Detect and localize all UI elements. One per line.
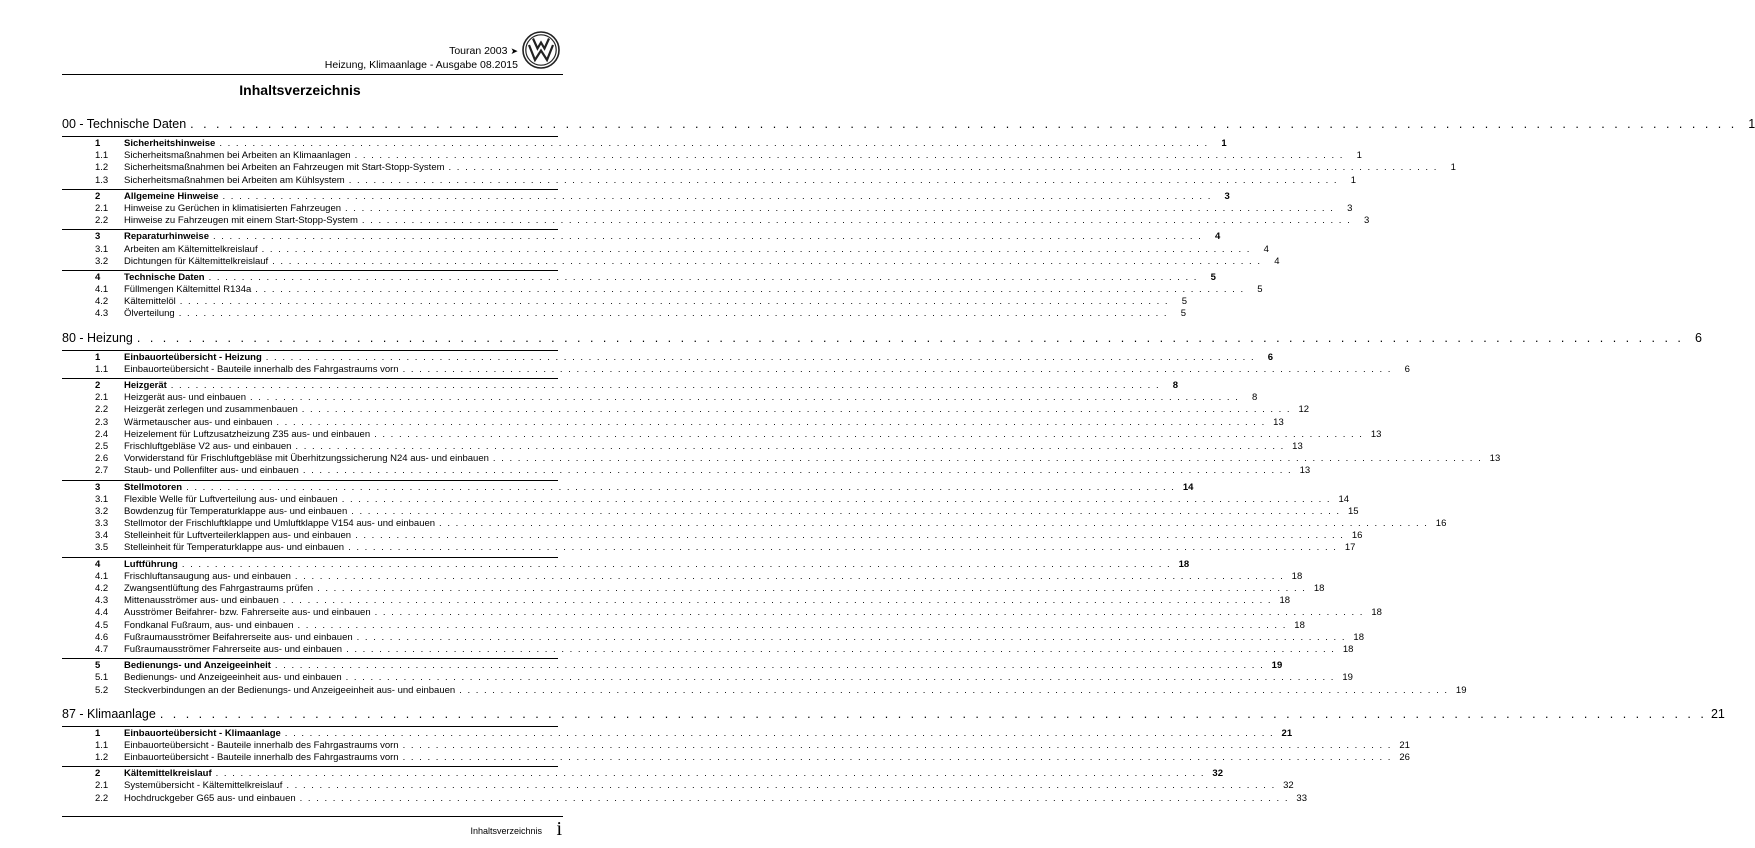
toc-subsection[interactable] [62,465,1311,477]
toc-section[interactable] [62,138,1227,150]
dot-leader: . . . . . . . . . . . . . . . . . . . . . . . . . . . . . . . . . . . . . . . . . . . . . . . . . . . . . . . . . . . . . . . . . . . . . . . . . . . . . . . . . . . . . . . . . . . . . . . . . . . . . . . . . . . . . . . . . . . . . . . . [402,363,1392,375]
header-subtitle: Heizung, Klimaanlage - Ausgabe 08.2015 [324,59,518,71]
toc-page-number: 16 [1351,530,1363,542]
toc-entry-number: 5 [95,660,101,672]
toc-entry-title: Steckverbindungen an der Bedienungs- und Anzeigeeinheit aus- und einbauen [124,684,456,696]
dot-leader: . . . . . . . . . . . . . . . . . . . . . . . . . . . . . . . . . . . . . . . . . . . . . . . . . . . . . . . . . . . . . . . . . . . . . . . . . . . . . . . . . . . . . . . . . . . . . . . . . . . . . . . . . . . . . . . . . . . . . . . . [374,428,1364,440]
toc-subsection[interactable] [62,392,1258,404]
dot-leader: . . . . . . . . . . . . . . . . . . . . . . . . . . . . . . . . . . . . . . . . . . . . . . . . . . . . . . . . . . . . . . . . . . . . . . . . . . . . . . . . . . . . . . . . . . . . . . . . . . . . . . . . . . . . . . . . . . . . . . . . [178,308,1169,320]
toc-entry-number: 1 [95,138,101,149]
toc-entry-number: 4.5 [95,619,109,631]
toc-entry-number: 4.7 [95,643,109,655]
page-title: Inhaltsverzeichnis [239,82,361,98]
toc-entry-title: Einbauorteübersicht - Klimaanlage [124,727,281,739]
dot-leader: . . . . . . . . . . . . . . . . . . . . . . . . . . . . . . . . . . . . . . . . . . . . . . . . . . . . . . . . . . . . . . . . . . . . . . . . . . . . . . . . . . . . . . . . . . . . . . . . . . . . . . . . . . . . . . . . . . . . . . . . [341,493,1332,505]
toc-entry-number: 2.4 [95,428,109,440]
toc-entry-title: Sicherheitsmaßnahmen bei Arbeiten am Kühlsystem [124,174,345,186]
toc-subsection[interactable] [62,453,1501,465]
toc-entry-number: 1 [95,727,101,739]
toc-page-number: 13 [1273,416,1284,428]
dot-leader: . . . . . . . . . . . . . . . . . . . . . . . . . . . . . . . . . . . . . . . . . . . . . . . . . . . . . . . . . . . . . . . . . . . . . . . . . . . . . . . . . . . . . . . . . . . . . . . . . . . . . . . . . . . . . . . . . . . . . . . . [295,440,1285,452]
table-of-contents [62,115,1755,805]
toc-entry-title: Fußraumausströmer Fahrerseite aus- und einbauen [124,643,343,655]
toc-entry-number: 4.1 [95,570,109,582]
toc-page-number: 16 [1435,518,1447,530]
toc-subsection[interactable] [62,243,1269,256]
toc-section-group [62,557,1382,657]
toc-page-number: 18 [1342,643,1354,655]
toc-page-number: 32 [1283,780,1294,792]
toc-subsection[interactable] [62,684,1467,697]
toc-entry-number: 4.2 [95,296,109,308]
toc-entry-number: 2 [95,768,101,780]
dot-leader: . . . . . . . . . . . . . . . . . . . . . . . . . . . . . . . . . . . . . . . . . . . . . . . . . . . . . . . . . . . . . . . . . . . . . . . . . . . . . . . . . . . . . . . . . . . . . . . . . . . . . . . . . . . . . . . . . . . . . . . . [297,619,1287,631]
toc-page-number: 21 [1281,727,1293,739]
toc-section-group [62,350,1410,376]
dot-leader: . . . . . . . . . . . . . . . . . . . . . . . . . . . . . . . . . . . . . . . . . . . . . . . . . . . . . . . . . . . . . . . . . . . . . . . . . . . . . . . . . . . . . . . . . . . . . . . . . . . . . . . . . . . . . . . . . . . . . . . . [274,660,1265,672]
dot-leader: . . . . . . . . . . . . . . . . . . . . . . . . . . . . . . . . . . . . . . . . . . . . . . . . . . . . . . . . . . . . . . . . . . . . . . . . . . . . . . . . . . . . . . . . . . . . . . . . . . . . . . . . . . . . . . . . . . . . . . . . [374,607,1364,619]
toc-entry-number: 1.1 [95,150,109,162]
toc-entry-title: Heizgerät aus- und einbauen [124,392,247,404]
toc-page-number: 8 [1172,380,1179,391]
toc-section-group [62,136,1456,187]
toc-entry-number: 2.1 [95,780,109,792]
toc-section-group [62,658,1467,697]
toc-entry-number: 3.3 [95,518,109,530]
toc-entry-title: Staub- und Pollenfilter aus- und einbauen [124,465,299,477]
dot-leader: . . . . . . . . . . . . . . . . . . . . . . . . . . . . . . . . . . . . . . . . . . . . . . . . . . . . . . . . . . . . . . . . . . . . . . . . . . . . . . . . . . . . . . . . . . . . . . . . . . . . . . . . . . . . . . . . . . . . . . . . [402,752,1392,764]
toc-subsection[interactable] [62,162,1456,174]
toc-entry-number: 4.2 [95,583,109,594]
dot-leader: . . . . . . . . . . . . . . . . . . . . . . . . . . . . . . . . . . . . . . . . . . . . . . . . . . . . . . . . . . . . . . . . . . . . . . . . . . . . . . . . . . . . . . . . . . . . . . . . . . . . . . . . . . . . . . . . . . . . . . . . [351,505,1341,517]
toc-subsection[interactable] [62,215,1370,227]
toc-section-group [62,480,1447,555]
toc-page-number: 14 [1182,481,1194,493]
dot-leader: . . . . . . . . . . . . . . . . . . . . . . . . . . . . . . . . . . . . . . . . . . . . . . . . . . . . . . . . . . . . . . . . . . . . . . . . . . . . . . . . . . . . . . . . . . . . . . . . . . . . . . . . . . . . . . . . . . . . . . . . [159,706,1707,721]
toc-section[interactable] [62,727,1293,740]
toc-entry-title: Hinweise zu Fahrzeugen mit einem Start-Stopp-System [124,215,358,227]
toc-page-number: 18 [1178,558,1190,570]
toc-page-number: 4 [1274,255,1280,267]
toc-entry-number: 1.2 [95,752,109,764]
dot-leader: . . . . . . . . . . . . . . . . . . . . . . . . . . . . . . . . . . . . . . . . . . . . . . . . . . . . . . . . . . . . . . . . . . . . . . . . . . . . . . . . . . . . . . . . . . . . . . . . . . . . . . . . . . . . . . . . . . . . . . . . [361,215,1352,227]
toc-entry-title: Frischluftgebläse V2 aus- und einbauen [124,440,292,452]
toc-entry-number: 1.1 [95,363,109,375]
toc-entry-title: Heizgerät zerlegen und zusammenbauen [124,404,298,416]
toc-entry-title: Sicherheitsmaßnahmen bei Arbeiten an Fahrzeugen mit Start-Stopp-System [124,162,445,174]
toc-entry-title: Vorwiderstand für Frischluftgebläse mit Überhitzungssicherung N24 aus- und einbauen [124,453,489,465]
toc-section[interactable] [62,351,1274,364]
toc-page-number: 33 [1296,792,1307,804]
dot-leader: . . . . . . . . . . . . . . . . . . . . . . . . . . . . . . . . . . . . . . . . . . . . . . . . . . . . . . . . . . . . . . . . . . . . . . . . . . . . . . . . . . . . . . . . . . . . . . . . . . . . . . . . . . . . . . . . . . . . . . . . [492,453,1483,465]
toc-section-group [62,378,1501,478]
toc-section[interactable] [62,481,1194,494]
dot-leader: . . . . . . . . . . . . . . . . . . . . . . . . . . . . . . . . . . . . . . . . . . . . . . . . . . . . . . . . . . . . . . . . . . . . . . . . . . . . . . . . . . . . . . . . . . . . . . . . . . . . . . . . . . . . . . . . . . . . . . . . [261,243,1251,255]
toc-page-number: 5 [1210,271,1216,283]
toc-page-number: 1 [1350,174,1357,186]
toc-entry-title: Sicherheitsmaßnahmen bei Arbeiten an Klimaanlagen [124,150,351,162]
dot-leader: . . . . . . . . . . . . . . . . . . . . . . . . . . . . . . . . . . . . . . . . . . . . . . . . . . . . . . . . . . . . . . . . . . . . . . . . . . . . . . . . . . . . . . . . . . . . . . . . . . . . . . . . . . . . . . . . . . . . . . . . [272,255,1262,267]
toc-entry-number: 4 [95,558,101,570]
toc-entry-title: Einbauorteübersicht - Bauteile innerhalb des Fahrgastraums vorn [124,752,399,764]
footer-divider [62,816,563,817]
dot-leader: . . . . . . . . . . . . . . . . . . . . . . . . . . . . . . . . . . . . . . . . . . . . . . . . . . . . . . . . . . . . . . . . . . . . . . . . . . . . . . . . . . . . . . . . . . . . . . . . . . . . . . . . . . . . . . . . . . . . . . . . [219,138,1209,149]
toc-page-number: 19 [1455,684,1467,696]
toc-chapter[interactable] [62,115,1755,134]
toc-entry-title: Fußraumausströmer Beifahrerseite aus- und einbauen [124,631,353,643]
dot-leader: . . . . . . . . . . . . . . . . . . . . . . . . . . . . . . . . . . . . . . . . . . . . . . . . . . . . . . . . . . . . . . . . . . . . . . . . . . . . . . . . . . . . . . . . . . . . . . . . . . . . . . . . . . . . . . . . . . . . . . . . [354,150,1344,162]
dot-leader: . . . . . . . . . . . . . . . . . . . . . . . . . . . . . . . . . . . . . . . . . . . . . . . . . . . . . . . . . . . . . . . . . . . . . . . . . . . . . . . . . . . . . . . . . . . . . . . . . . . . . . . . . . . . . . . . . . . . . . . . [459,684,1449,696]
dot-leader: . . . . . . . . . . . . . . . . . . . . . . . . . . . . . . . . . . . . . . . . . . . . . . . . . . . . . . . . . . . . . . . . . . . . . . . . . . . . . . . . . . . . . . . . . . . . . . . . . . . . . . . . . . . . . . . . . . . . . . . . [346,643,1336,655]
dot-leader: . . . . . . . . . . . . . . . . . . . . . . . . . . . . . . . . . . . . . . . . . . . . . . . . . . . . . . . . . . . . . . . . . . . . . . . . . . . . . . . . . . . . . . . . . . . . . . . . . . . . . . . . . . . . . . . . . . . . . . . . [250,392,1240,404]
toc-entry-title: Kältemittelkreislauf [124,768,212,780]
toc-page-number: 1 [1221,138,1227,149]
toc-entry-title: Bedienungs- und Anzeigeeinheit aus- und einbauen [124,672,342,684]
dot-leader: . . . . . . . . . . . . . . . . . . . . . . . . . . . . . . . . . . . . . . . . . . . . . . . . . . . . . . . . . . . . . . . . . . . . . . . . . . . . . . . . . . . . . . . . . . . . . . . . . . . . . . . . . . . . . . . . . . . . . . . . [402,739,1392,751]
toc-entry-number: 1.1 [95,739,109,751]
dot-leader: . . . . . . . . . . . . . . . . . . . . . . . . . . . . . . . . . . . . . . . . . . . . . . . . . . . . . . . . . . . . . . . . . . . . . . . . . . . . . . . . . . . . . . . . . . . . . . . . . . . . . . . . . . . . . . . . . . . . . . . . [355,530,1345,542]
toc-entry-number: 4.1 [95,284,109,296]
toc-section-group [62,270,1263,321]
dot-leader: . . . . . . . . . . . . . . . . . . . . . . . . . . . . . . . . . . . . . . . . . . . . . . . . . . . . . . . . . . . . . . . . . . . . . . . . . . . . . . . . . . . . . . . . . . . . . . . . . . . . . . . . . . . . . . . . . . . . . . . . [345,202,1335,214]
toc-entry-number: 1.2 [95,162,109,174]
toc-subsection[interactable] [62,607,1382,619]
toc-entry-title: Einbauorteübersicht - Bauteile innerhalb des Fahrgastraums vorn [124,363,399,375]
toc-subsection[interactable] [62,570,1303,583]
toc-entry-number: 4.6 [95,631,109,643]
toc-entry-number: 2.1 [95,392,109,404]
dot-leader: . . . . . . . . . . . . . . . . . . . . . . . . . . . . . . . . . . . . . . . . . . . . . . . . . . . . . . . . . . . . . . . . . . . . . . . . . . . . . . . . . . . . . . . . . . . . . . . . . . . . . . . . . . . . . . . . . . . . . . . . [170,380,1161,391]
toc-page-number: 13 [1299,465,1311,477]
toc-entry-title: Kältemittelöl [124,296,176,308]
toc-subsection[interactable] [62,518,1447,530]
dot-leader: . . . . . . . . . . . . . . . . . . . . . . . . . . . . . . . . . . . . . . . . . . . . . . . . . . . . . . . . . . . . . . . . . . . . . . . . . . . . . . . . . . . . . . . . . . . . . . . . . . . . . . . . . . . . . . . . . . . . . . . . [181,558,1172,570]
toc-entry-title: Reparaturhinweise [124,231,209,243]
toc-page-number: 32 [1212,768,1223,780]
dot-leader: . . . . . . . . . . . . . . . . . . . . . . . . . . . . . . . . . . . . . . . . . . . . . . . . . . . . . . . . . . . . . . . . . . . . . . . . . . . . . . . . . . . . . . . . . . . . . . . . . . . . . . . . . . . . . . . . . . . . . . . . [222,190,1212,202]
toc-section-group [62,189,1370,228]
dot-leader: . . . . . . . . . . . . . . . . . . . . . . . . . . . . . . . . . . . . . . . . . . . . . . . . . . . . . . . . . . . . . . . . . . . . . . . . . . . . . . . . . . . . . . . . . . . . . . . . . . . . . . . . . . . . . . . . . . . . . . . . [179,296,1170,308]
toc-entry-title: Einbauorteübersicht - Bauteile innerhalb des Fahrgastraums vorn [124,739,399,751]
toc-subsection[interactable] [62,308,1187,320]
toc-page-number: 17 [1344,542,1356,554]
toc-entry-title: Ölverteilung [124,308,175,320]
toc-entry-title: Stelleinheit für Luftverteilerklappen aus- und einbauen [124,530,352,542]
dot-leader: . . . . . . . . . . . . . . . . . . . . . . . . . . . . . . . . . . . . . . . . . . . . . . . . . . . . . . . . . . . . . . . . . . . . . . . . . . . . . . . . . . . . . . . . . . . . . . . . . . . . . . . . . . . . . . . . . . . . . . . . [439,518,1429,530]
toc-subsection[interactable] [62,284,1263,296]
toc-section[interactable] [62,190,1230,203]
toc-subsection[interactable] [62,643,1354,656]
toc-section[interactable] [62,558,1190,571]
toc-page-number: 18 [1371,607,1382,619]
dot-leader: . . . . . . . . . . . . . . . . . . . . . . . . . . . . . . . . . . . . . . . . . . . . . . . . . . . . . . . . . . . . . . . . . . . . . . . . . . . . . . . . . . . . . . . . . . . . . . . . . . . . . . . . . . . . . . . . . . . . . . . . [294,570,1285,582]
dot-leader: . . . . . . . . . . . . . . . . . . . . . . . . . . . . . . . . . . . . . . . . . . . . . . . . . . . . . . . . . . . . . . . . . . . . . . . . . . . . . . . . . . . . . . . . . . . . . . . . . . . . . . . . . . . . . . . . . . . . . . . . [348,542,1338,554]
toc-page-number: 5 [1180,308,1187,320]
toc-subsection[interactable] [62,493,1350,506]
dot-leader: . . . . . . . . . . . . . . . . . . . . . . . . . . . . . . . . . . . . . . . . . . . . . . . . . . . . . . . . . . . . . . . . . . . . . . . . . . . . . . . . . . . . . . . . . . . . . . . . . . . . . . . . . . . . . . . . . . . . . . . . [302,465,1293,477]
toc-entry-title: Bowdenzug für Temperaturklappe aus- und einbauen [124,505,348,517]
toc-entry-title: Allgemeine Hinweise [124,190,219,202]
toc-subsection[interactable] [62,672,1353,684]
toc-page-number: 18 [1291,570,1303,582]
dot-leader: . . . . . . . . . . . . . . . . . . . . . . . . . . . . . . . . . . . . . . . . . . . . . . . . . . . . . . . . . . . . . . . . . . . . . . . . . . . . . . . . . . . . . . . . . . . . . . . . . . . . . . . . . . . . . . . . . . . . . . . . [317,583,1307,594]
toc-page-number: 18 [1313,583,1325,594]
toc-page-number: 1 [1450,162,1456,174]
toc-page-number: 8 [1252,392,1258,404]
toc-page-number: 5 [1257,284,1263,296]
toc-subsection[interactable] [62,296,1188,308]
toc-page-number: 3 [1224,190,1230,202]
footer-label: Inhaltsverzeichnis [470,826,542,836]
toc-entry-title: Flexible Welle für Luftverteilung aus- und einbauen [124,493,338,505]
toc-entry-number: 1.3 [95,174,109,186]
toc-subsection[interactable] [62,530,1363,542]
toc-chapter[interactable] [62,705,1725,724]
toc-subsection[interactable] [62,150,1362,162]
toc-entry-number: 2 [95,190,101,202]
toc-section-group [62,229,1280,268]
toc-subsection[interactable] [62,752,1410,764]
toc-page-number: 5 [1181,296,1188,308]
dot-leader: . . . . . . . . . . . . . . . . . . . . . . . . . . . . . . . . . . . . . . . . . . . . . . . . . . . . . . . . . . . . . . . . . . . . . . . . . . . . . . . . . . . . . . . . . . . . . . . . . . . . . . . . . . . . . . . . . . . . . . . . [276,416,1266,428]
toc-entry-title: Arbeiten am Kältemittelkreislauf [124,243,258,255]
toc-entry-title: 80 - Heizung [62,330,133,345]
toc-entry-number: 3.1 [95,493,109,505]
toc-section[interactable] [62,231,1221,243]
dot-leader: . . . . . . . . . . . . . . . . . . . . . . . . . . . . . . . . . . . . . . . . . . . . . . . . . . . . . . . . . . . . . . . . . . . . . . . . . . . . . . . . . . . . . . . . . . . . . . . . . . . . . . . . . . . . . . . . . . . . . . . . [282,595,1273,607]
toc-entry-number: 2.7 [95,465,109,477]
toc-section[interactable] [62,768,1223,780]
toc-entry-number: 3.5 [95,542,109,554]
dot-leader: . . . . . . . . . . . . . . . . . . . . . . . . . . . . . . . . . . . . . . . . . . . . . . . . . . . . . . . . . . . . . . . . . . . . . . . . . . . . . . . . . . . . . . . . . . . . . . . . . . . . . . . . . . . . . . . . . . . . . . . . [190,117,1738,131]
toc-page-number: 14 [1338,493,1350,505]
dot-leader: . . . . . . . . . . . . . . . . . . . . . . . . . . . . . . . . . . . . . . . . . . . . . . . . . . . . . . . . . . . . . . . . . . . . . . . . . . . . . . . . . . . . . . . . . . . . . . . . . . . . . . . . . . . . . . . . . . . . . . . . [215,768,1205,780]
toc-entry-title: Frischluftansaugung aus- und einbauen [124,570,291,582]
toc-entry-number: 5.2 [95,684,109,696]
toc-entry-title: Ausströmer Beifahrer- bzw. Fahrerseite aus- und einbauen [124,607,371,619]
toc-subsection[interactable] [62,583,1325,595]
vw-logo [522,31,560,69]
toc-page-number: 13 [1292,440,1303,452]
dot-leader: . . . . . . . . . . . . . . . . . . . . . . . . . . . . . . . . . . . . . . . . . . . . . . . . . . . . . . . . . . . . . . . . . . . . . . . . . . . . . . . . . . . . . . . . . . . . . . . . . . . . . . . . . . . . . . . . . . . . . . . . [284,727,1275,739]
toc-subsection[interactable] [62,595,1291,607]
toc-entry-number: 2.2 [95,215,109,227]
dot-leader: . . . . . . . . . . . . . . . . . . . . . . . . . . . . . . . . . . . . . . . . . . . . . . . . . . . . . . . . . . . . . . . . . . . . . . . . . . . . . . . . . . . . . . . . . . . . . . . . . . . . . . . . . . . . . . . . . . . . . . . . [356,631,1346,643]
toc-entry-number: 2 [95,380,101,391]
toc-subsection[interactable] [62,739,1410,752]
toc-entry-number: 5.1 [95,672,109,684]
dot-leader: . . . . . . . . . . . . . . . . . . . . . . . . . . . . . . . . . . . . . . . . . . . . . . . . . . . . . . . . . . . . . . . . . . . . . . . . . . . . . . . . . . . . . . . . . . . . . . . . . . . . . . . . . . . . . . . . . . . . . . . . [348,174,1339,186]
toc-entry-title: Heizelement für Luftzusatzheizung Z35 aus- und einbauen [124,428,371,440]
toc-section[interactable] [62,660,1283,672]
toc-section-group [62,726,1410,765]
toc-subsection[interactable] [62,505,1359,518]
toc-entry-title: Fondkanal Fußraum, aus- und einbauen [124,619,294,631]
toc-entry-number: 4 [95,271,101,283]
toc-page-number: 19 [1271,660,1283,672]
toc-entry-number: 2.5 [95,440,109,452]
toc-entry-title: Systemübersicht - Kältemittelkreislauf [124,780,283,792]
toc-page-number: 6 [1694,330,1702,345]
toc-entry-number: 3 [95,481,101,493]
toc-subsection[interactable] [62,428,1382,441]
dot-leader: . . . . . . . . . . . . . . . . . . . . . . . . . . . . . . . . . . . . . . . . . . . . . . . . . . . . . . . . . . . . . . . . . . . . . . . . . . . . . . . . . . . . . . . . . . . . . . . . . . . . . . . . . . . . . . . . . . . . . . . . [186,481,1176,493]
toc-page-number: 12 [1298,404,1310,416]
toc-entry-number: 2.6 [95,453,109,465]
toc-entry-title: Mittenausströmer aus- und einbauen [124,595,279,607]
toc-entry-title: Zwangsentlüftung des Fahrgastraums prüfen [124,583,314,594]
dot-leader: . . . . . . . . . . . . . . . . . . . . . . . . . . . . . . . . . . . . . . . . . . . . . . . . . . . . . . . . . . . . . . . . . . . . . . . . . . . . . . . . . . . . . . . . . . . . . . . . . . . . . . . . . . . . . . . . . . . . . . . . [301,404,1292,416]
toc-entry-title: Heizgerät [124,380,167,391]
toc-entry-number: 2.3 [95,416,109,428]
toc-entry-title: 00 - Technische Daten [62,117,187,131]
toc-subsection[interactable] [62,174,1357,187]
toc-page-number: 4 [1263,243,1269,255]
toc-entry-number: 3 [95,231,101,243]
toc-entry-number: 3.1 [95,243,109,255]
dot-leader: . . . . . . . . . . . . . . . . . . . . . . . . . . . . . . . . . . . . . . . . . . . . . . . . . . . . . . . . . . . . . . . . . . . . . . . . . . . . . . . . . . . . . . . . . . . . . . . . . . . . . . . . . . . . . . . . . . . . . . . . [255,284,1245,296]
toc-section-group [62,766,1307,805]
toc-section[interactable] [62,380,1179,392]
section-spacer [62,321,558,329]
toc-subsection[interactable] [62,202,1353,215]
toc-entry-title: Technische Daten [124,271,205,283]
toc-entry-number: 2.2 [95,792,109,804]
toc-page-number: 6 [1267,351,1274,363]
toc-entry-number: 3.2 [95,255,109,267]
toc-page-number: 4 [1215,231,1221,243]
toc-entry-number: 1 [95,351,101,363]
toc-entry-title: Sicherheitshinweise [124,138,216,149]
toc-subsection[interactable] [62,792,1307,805]
toc-entry-number: 2.1 [95,202,109,214]
dot-leader: . . . . . . . . . . . . . . . . . . . . . . . . . . . . . . . . . . . . . . . . . . . . . . . . . . . . . . . . . . . . . . . . . . . . . . . . . . . . . . . . . . . . . . . . . . . . . . . . . . . . . . . . . . . . . . . . . . . . . . . . [213,231,1203,243]
toc-page-number: 3 [1363,215,1370,227]
footer-page-number: i [556,818,562,840]
toc-page-number: 18 [1353,631,1364,643]
toc-chapter[interactable] [62,329,1702,348]
toc-subsection[interactable] [62,404,1310,416]
toc-entry-number: 3.4 [95,530,109,542]
toc-page-number: 21 [1710,706,1725,721]
toc-page-number: 21 [1399,739,1410,751]
toc-entry-number: 4.4 [95,607,109,619]
toc-page-number: 26 [1399,752,1410,764]
toc-entry-title: Wärmetauscher aus- und einbauen [124,416,273,428]
toc-entry-title: Stellmotor der Frischluftklappe und Umluftklappe V154 aus- und einbauen [124,518,436,530]
dot-leader: . . . . . . . . . . . . . . . . . . . . . . . . . . . . . . . . . . . . . . . . . . . . . . . . . . . . . . . . . . . . . . . . . . . . . . . . . . . . . . . . . . . . . . . . . . . . . . . . . . . . . . . . . . . . . . . . . . . . . . . . [286,780,1276,792]
toc-page-number: 3 [1347,202,1353,214]
dot-leader: . . . . . . . . . . . . . . . . . . . . . . . . . . . . . . . . . . . . . . . . . . . . . . . . . . . . . . . . . . . . . . . . . . . . . . . . . . . . . . . . . . . . . . . . . . . . . . . . . . . . . . . . . . . . . . . . . . . . . . . . [136,330,1684,345]
toc-entry-number: 2.2 [95,404,109,416]
dot-leader: . . . . . . . . . . . . . . . . . . . . . . . . . . . . . . . . . . . . . . . . . . . . . . . . . . . . . . . . . . . . . . . . . . . . . . . . . . . . . . . . . . . . . . . . . . . . . . . . . . . . . . . . . . . . . . . . . . . . . . . . [345,672,1335,684]
dot-leader: . . . . . . . . . . . . . . . . . . . . . . . . . . . . . . . . . . . . . . . . . . . . . . . . . . . . . . . . . . . . . . . . . . . . . . . . . . . . . . . . . . . . . . . . . . . . . . . . . . . . . . . . . . . . . . . . . . . . . . . . [448,162,1438,174]
toc-entry-title: Hochdruckgeber G65 aus- und einbauen [124,792,296,804]
toc-entry-number: 4.3 [95,595,109,607]
toc-page-number: 1 [1356,150,1362,162]
toc-page-number: 1 [1748,117,1755,131]
toc-page-number: 13 [1370,428,1382,440]
toc-page-number: 6 [1404,363,1410,375]
toc-entry-title: Luftführung [124,558,178,570]
toc-entry-title: 87 - Klimaanlage [62,706,156,721]
section-spacer [62,697,558,705]
dot-leader: . . . . . . . . . . . . . . . . . . . . . . . . . . . . . . . . . . . . . . . . . . . . . . . . . . . . . . . . . . . . . . . . . . . . . . . . . . . . . . . . . . . . . . . . . . . . . . . . . . . . . . . . . . . . . . . . . . . . . . . . [299,792,1289,804]
toc-section[interactable] [62,271,1216,284]
toc-entry-title: Füllmengen Kältemittel R134a [124,284,252,296]
toc-page-number: 19 [1342,672,1353,684]
header-divider [62,74,563,75]
toc-entry-title: Stelleinheit für Temperaturklappe aus- und einbauen [124,542,345,554]
toc-page-number: 13 [1489,453,1501,465]
dot-leader: . . . . . . . . . . . . . . . . . . . . . . . . . . . . . . . . . . . . . . . . . . . . . . . . . . . . . . . . . . . . . . . . . . . . . . . . . . . . . . . . . . . . . . . . . . . . . . . . . . . . . . . . . . . . . . . . . . . . . . . . [265,351,1256,363]
toc-subsection[interactable] [62,619,1305,632]
toc-subsection[interactable] [62,542,1356,554]
toc-entry-title: Stellmotoren [124,481,183,493]
toc-page-number: 18 [1294,619,1305,631]
toc-subsection[interactable] [62,780,1294,792]
toc-subsection[interactable] [62,363,1410,376]
toc-entry-title: Bedienungs- und Anzeigeeinheit [124,660,271,672]
toc-subsection[interactable] [62,255,1280,268]
toc-entry-title: Einbauorteübersicht - Heizung [124,351,262,363]
arrow-icon: ➤ [510,46,518,56]
header-model: Touran 2003 ➤ [449,45,518,57]
toc-entry-title: Hinweise zu Gerüchen in klimatisierten Fahrzeugen [124,202,342,214]
toc-subsection[interactable] [62,416,1284,429]
dot-leader: . . . . . . . . . . . . . . . . . . . . . . . . . . . . . . . . . . . . . . . . . . . . . . . . . . . . . . . . . . . . . . . . . . . . . . . . . . . . . . . . . . . . . . . . . . . . . . . . . . . . . . . . . . . . . . . . . . . . . . . . [208,271,1198,283]
toc-entry-title: Dichtungen für Kältemittelkreislauf [124,255,269,267]
toc-page-number: 18 [1279,595,1291,607]
toc-entry-number: 3.2 [95,505,109,517]
toc-subsection[interactable] [62,440,1303,453]
toc-entry-number: 4.3 [95,308,109,320]
toc-page-number: 15 [1347,505,1359,517]
toc-subsection[interactable] [62,631,1364,644]
